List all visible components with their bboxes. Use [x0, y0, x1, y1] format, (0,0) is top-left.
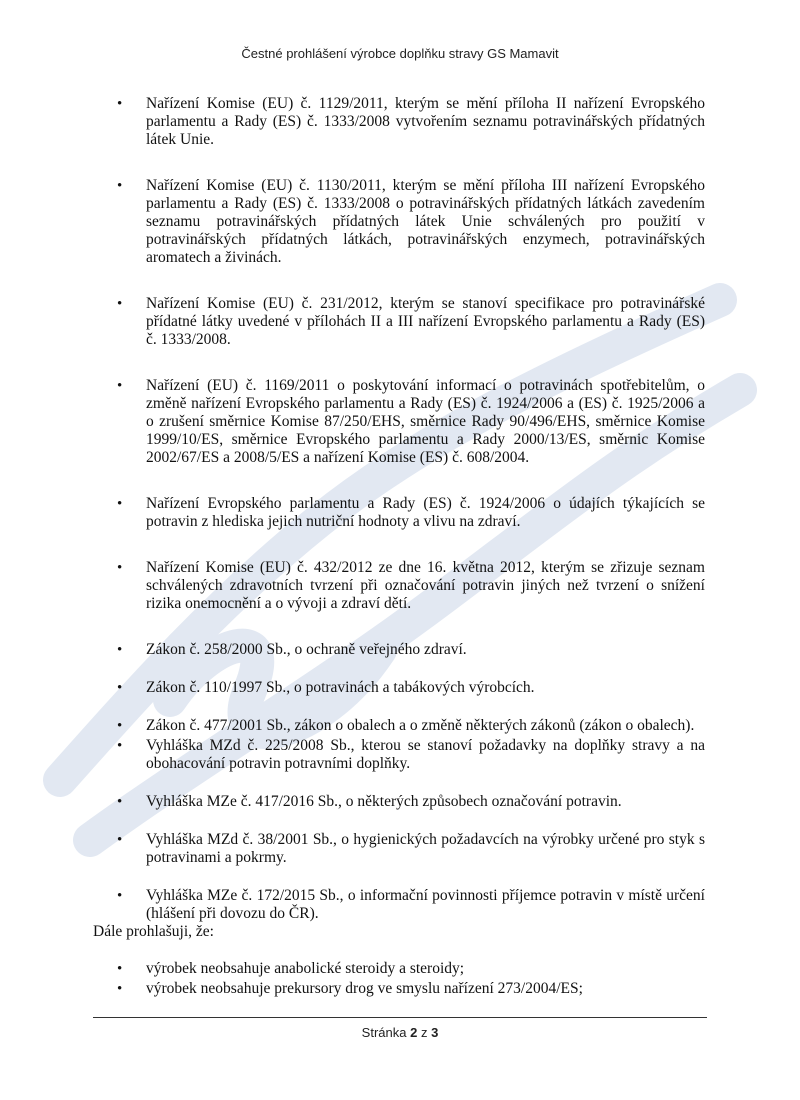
page-header: Čestné prohlášení výrobce doplňku stravy GS Mamavit — [241, 46, 559, 61]
legislation-list — [117, 95, 705, 923]
page-separator: z — [420, 1025, 428, 1040]
list-item: • Vyhláška MZe č. 417/2016 Sb., o některých způsobech označování potravin. — [117, 793, 705, 811]
list-item: • Vyhláška MZd č. 38/2001 Sb., o hygienických požadavcích na výrobky určené pro styk s potravinami a pokrmy. — [117, 831, 705, 867]
list-item: • Vyhláška MZe č. 172/2015 Sb., o informační povinnosti příjemce potravin v místě určení (hlášení při dovozu do ČR). — [117, 887, 705, 923]
list-item: • výrobek neobsahuje anabolické steroidy a steroidy; — [117, 960, 705, 978]
declaration-intro: Dále prohlašuji, že: — [93, 923, 214, 940]
list-item: • Zákon č. 110/1997 Sb., o potravinách a tabákových výrobcích. — [117, 679, 705, 697]
page-label: Stránka — [361, 1025, 407, 1040]
footer-divider — [93, 1017, 707, 1018]
list-item: • Nařízení Komise (EU) č. 432/2012 ze dne 16. května 2012, kterým se zřizuje seznam schválených zdravotních tvrzení při označování potravin jiných než tvrzení o snížení rizika onemocnění a o vývoji a zdraví dětí. — [117, 559, 705, 613]
list-item: • Nařízení Komise (EU) č. 1130/2011, kterým se mění příloha III nařízení Evropského parlamentu a Rady (ES) č. 1333/2008 o potravinářských přídatných látkách zavedením seznamu potravinářských přídatných látek Unie schválených pro použití v potravinářských přídatných látkách, potravinářských enzymech, potravinářských aromatech a živinách. — [117, 177, 705, 267]
list-item: • Zákon č. 477/2001 Sb., zákon o obalech a o změně některých zákonů (zákon o obalech). — [117, 717, 705, 735]
list-item: • Zákon č. 258/2000 Sb., o ochraně veřejného zdraví. — [117, 641, 705, 659]
declaration-list — [117, 960, 705, 998]
page-footer — [0, 1025, 800, 1040]
list-item: • Nařízení (EU) č. 1169/2011 o poskytování informací o potravinách spotřebitelům, o změně nařízení Evropského parlamentu a Rady (ES) č. 1924/2006 a (ES) č. 1925/2006 a o zrušení směrnice Komise 87/250/EHS, směrnice Rady 90/496/EHS, směrnice Komise 1999/10/ES, směrnice Evropského parlamentu a Rady 2000/13/ES, směrnic Komise 2002/67/ES a 2008/5/ES a nařízení Komise (ES) č. 608/2004. — [117, 377, 705, 467]
list-item: • Nařízení Evropského parlamentu a Rady (ES) č. 1924/2006 o údajích týkajících se potravin z hlediska jejich nutriční hodnoty a vlivu na zdraví. — [117, 495, 705, 531]
declaration-list-container — [117, 960, 705, 998]
list-item: • výrobek neobsahuje prekursory drog ve smyslu nařízení 273/2004/ES; — [117, 980, 705, 998]
current-page-number: 2 — [410, 1025, 418, 1040]
list-item: • Nařízení Komise (EU) č. 231/2012, kterým se stanoví specifikace pro potravinářské přídatné látky uvedené v přílohách II a III nařízení Evropského parlamentu a Rady (ES) č. 1333/2008. — [117, 295, 705, 349]
legislation-list-container — [117, 95, 705, 923]
list-item: • Vyhláška MZd č. 225/2008 Sb., kterou se stanoví požadavky na doplňky stravy a na obohacování potravin potravními doplňky. — [117, 737, 705, 773]
list-item: • Nařízení Komise (EU) č. 1129/2011, kterým se mění příloha II nařízení Evropského parlamentu a Rady (ES) č. 1333/2008 vytvořením seznamu potravinářských přídatných látek Unie. — [117, 95, 705, 149]
total-page-number: 3 — [431, 1025, 439, 1040]
